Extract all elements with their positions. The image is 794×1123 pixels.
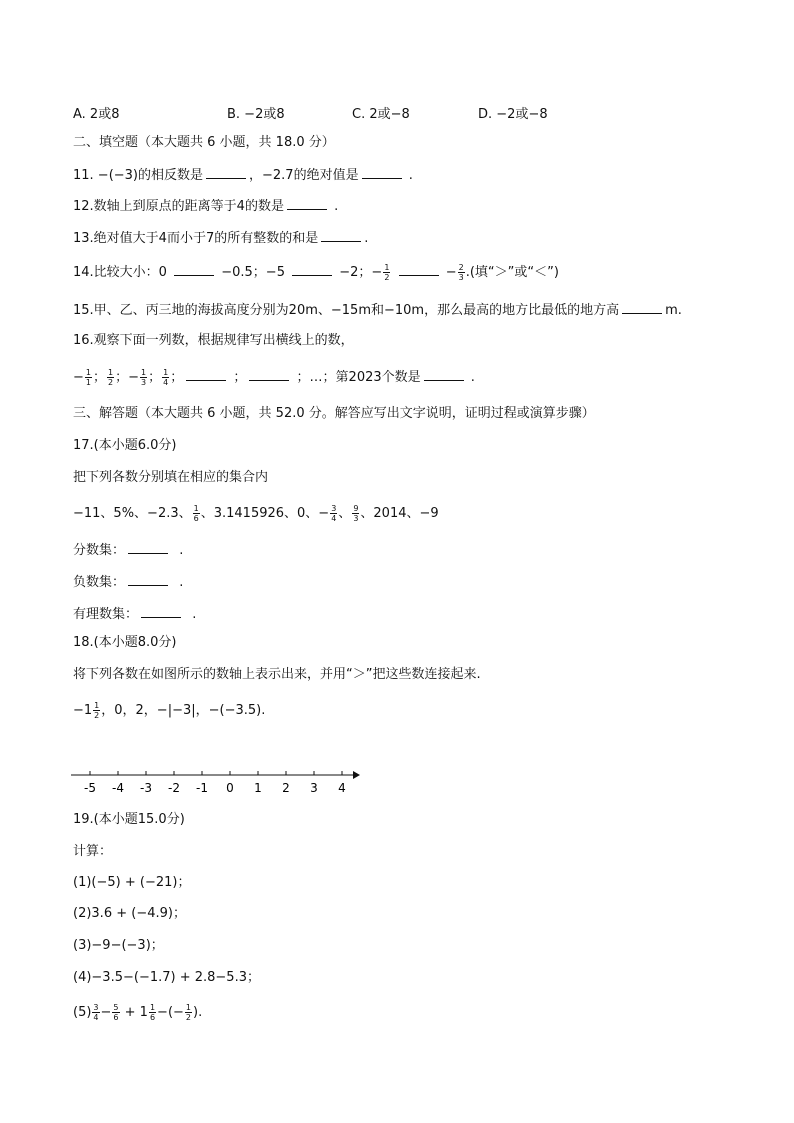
answer-blank[interactable] [206,165,246,179]
fraction: $\frac{1}{2}$ [185,1003,191,1022]
q17-set-negatives: 负数集： . [73,572,183,592]
number-line-svg [71,764,363,796]
answer-blank[interactable] [128,572,168,586]
tick-label: 0 [226,781,234,795]
q18-instruction: 将下列各数在如图所示的数轴上表示出来，并用“＞”把这些数连接起来. [73,667,481,682]
q14-text-b: −0.5；−5 [221,265,285,280]
choice-a: A. 2或8 [73,107,120,122]
answer-blank[interactable] [424,367,464,381]
q19-part-2: (2)3.6 + (−4.9)； [73,906,186,921]
q16-end: . [470,370,475,385]
choice-c: C. 2或−8 [352,107,410,122]
q14-text-c: −2；− [339,265,383,280]
tick-label: 4 [338,781,346,795]
fraction: $\frac{1}{6}$ [149,1003,156,1022]
answer-blank[interactable] [399,262,439,276]
question-15 [73,300,682,320]
separator: ； [93,370,107,385]
q12-text-b: . [334,199,339,214]
q17-set-fractions: 分数集： . [73,540,183,560]
question-11 [73,165,413,185]
q11-text-a: 11. −(−3)的相反数是 [73,168,204,183]
q17-number-list: −11、5%、−2.3、 $\frac{1}{6}$ 、3.1415926、0、− $\frac{3}{4}$ 、 $\frac{9}{3}$ 、2014、−9 [73,504,439,523]
fraction: $\frac{1}{2}$ [108,368,114,387]
separator: ； [233,370,247,385]
answer-blank[interactable] [128,540,168,554]
fraction: $\frac{2}{3}$ [458,263,464,282]
fraction: $\frac{1}{6}$ [193,504,199,523]
fraction: $\frac{9}{3}$ [353,504,359,523]
question-13 [73,228,368,248]
tick-label: -4 [112,781,124,795]
q14-text-d: − [445,265,457,280]
q17-instruction: 把下列各数分别填在相应的集合内 [73,470,269,485]
q18-heading: 18.(本小题8.0分) [73,635,177,650]
question-14 [73,262,559,282]
q19-part-1: (1)(−5) + (−21)； [73,875,191,890]
answer-blank[interactable] [622,300,662,314]
arrow-head-icon [353,771,360,779]
separator: ； [148,370,162,385]
q13-text-b: . [364,231,369,246]
q14-text-a: 14.比较大小：0 [73,265,167,280]
sign: − [128,370,140,385]
q13-text-a: 13.绝对值大于4而小于7的所有整数的和是 [73,231,319,246]
q19-part-3: (3)−9−(−3)； [73,938,164,953]
fraction: $\frac{1}{2}$ [94,701,100,720]
fraction: $\frac{1}{1}$ [85,368,91,387]
section2-title: 二、填空题（本大题共 6 小题，共 18.0 分） [73,135,335,150]
question-12 [73,196,338,216]
tick-label: 3 [310,781,318,795]
fraction: $\frac{3}{4}$ [331,504,337,523]
q16-tail: ；…；第2023个数是 [296,370,421,385]
q19-heading: 19.(本小题15.0分) [73,812,185,827]
q19-part-4: (4)−3.5−(−1.7) + 2.8−5.3； [73,970,260,985]
question-16-sequence [73,367,475,387]
choice-d: D. −2或−8 [478,107,548,122]
q14-text-e: .(填“＞”或“＜”) [465,265,559,280]
answer-blank[interactable] [287,196,327,210]
fraction: $\frac{1}{4}$ [163,368,169,387]
answer-blank[interactable] [249,367,289,381]
answer-blank[interactable] [174,262,214,276]
q12-text-a: 12.数轴上到原点的距离等于4的数是 [73,199,284,214]
q11-text-b: ，−2.7的绝对值是 [249,168,359,183]
fraction: $\frac{5}{6}$ [113,1003,119,1022]
answer-blank[interactable] [141,604,181,618]
question-16-intro: 16.观察下面一列数，根据规律写出横线上的数， [73,333,354,348]
choice-b: B. −2或8 [227,107,285,122]
answer-blank[interactable] [321,228,361,242]
q17-heading: 17.(本小题6.0分) [73,438,177,453]
q17-set-rationals: 有理数集： . [73,604,196,624]
answer-blank[interactable] [362,165,402,179]
tick-label: -3 [140,781,152,795]
q19-part-5: (5) $\frac{3}{4}$ − $\frac{5}{6}$ + 1 $\frac{1}{6}$ −(− $\frac{1}{2}$ ). [73,1003,203,1022]
number-line [71,764,363,800]
tick-label: -1 [196,781,208,795]
q15-text-b: m. [665,303,682,318]
q11-text-c: . [408,168,413,183]
q19-instruction: 计算： [73,844,113,859]
fraction: $\frac{1}{2}$ [384,263,390,282]
tick-label: -2 [168,781,180,795]
answer-blank[interactable] [186,367,226,381]
separator: ； [170,370,184,385]
section3-title: 三、解答题（本大题共 6 小题，共 52.0 分。解答应写出文字说明，证明过程或演算步骤） [73,406,595,421]
separator: ； [115,370,129,385]
tick-label: -5 [84,781,96,795]
q18-number-list: −1 $\frac{1}{2}$ ，0，2，−|−3|，−(−3.5). [73,701,266,720]
q15-text-a: 15.甲、乙、丙三地的海拔高度分别为20m、−15m和−10m，那么最高的地方比最低的地方高 [73,303,620,318]
fraction: $\frac{1}{3}$ [141,368,147,387]
answer-blank[interactable] [292,262,332,276]
tick-label: 1 [254,781,262,795]
tick-label: 2 [282,781,290,795]
sign: − [73,370,84,385]
fraction: $\frac{3}{4}$ [93,1003,99,1022]
